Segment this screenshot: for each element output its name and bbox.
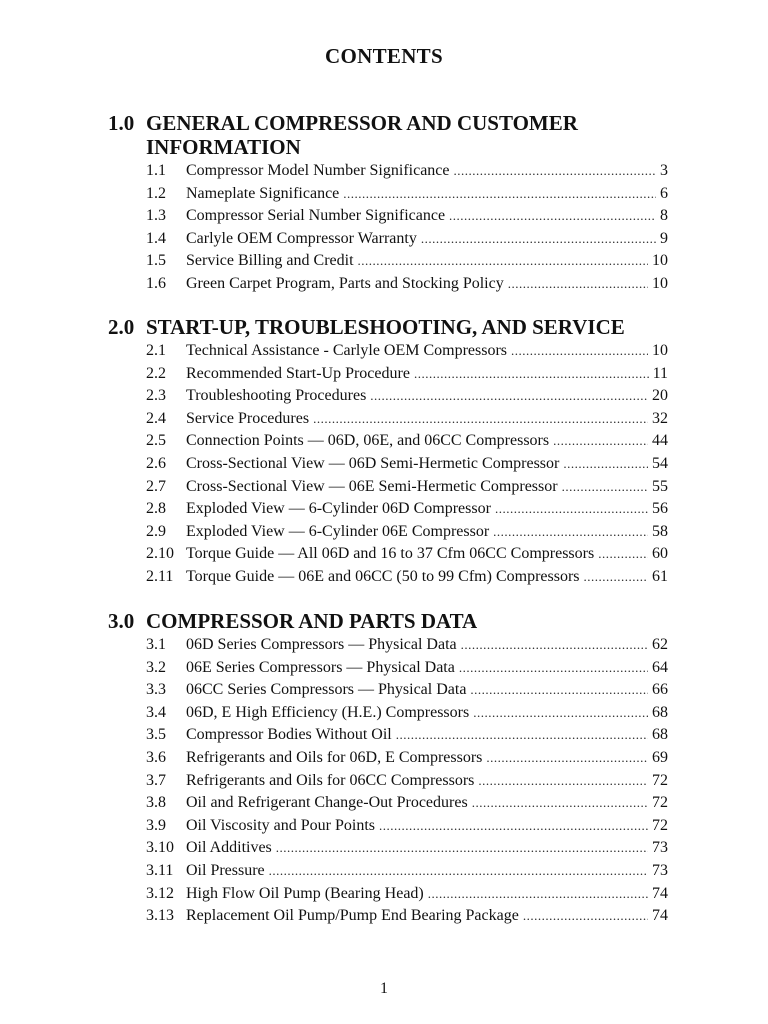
toc-entry-number: 1.5	[146, 252, 166, 270]
toc-entry[interactable]	[146, 747, 668, 770]
toc-entry-page: 60	[652, 545, 668, 563]
toc-entry-title: Cross-Sectional View — 06E Semi-Hermetic Compressor	[186, 476, 562, 499]
toc-entry-title: Oil Viscosity and Pour Points	[186, 815, 379, 838]
toc-entry-number: 3.6	[146, 748, 166, 766]
toc-entry[interactable]	[146, 430, 668, 453]
toc-entry-page: 74	[652, 884, 668, 902]
toc-entry[interactable]	[146, 883, 668, 906]
toc-entry-title: Replacement Oil Pump/Pump End Bearing Package	[186, 905, 523, 928]
toc-entry-number: 3.11	[146, 861, 174, 879]
section-3	[108, 609, 668, 928]
section-number: 2.0	[108, 315, 135, 339]
toc-entry-number: 3.5	[146, 726, 166, 744]
toc-entry-title: Service Billing and Credit	[186, 250, 358, 273]
dot-leader	[459, 657, 648, 680]
dot-leader	[370, 385, 648, 408]
toc-entry[interactable]	[146, 521, 668, 544]
dot-leader	[428, 883, 648, 906]
toc-entry-title: Troubleshooting Procedures	[186, 385, 370, 408]
toc-entry-title: High Flow Oil Pump (Bearing Head)	[186, 883, 428, 906]
toc-entry-page: 44	[652, 432, 668, 450]
toc-entry-page: 8	[660, 207, 668, 225]
dot-leader	[470, 679, 648, 702]
toc-entry-title: 06E Series Compressors — Physical Data	[186, 657, 459, 680]
toc-entry-title: Compressor Serial Number Significance	[186, 205, 449, 228]
toc-entry-title: Green Carpet Program, Parts and Stocking Policy	[186, 273, 508, 296]
toc-entry[interactable]	[146, 476, 668, 499]
dot-leader	[495, 498, 648, 521]
dot-leader	[449, 205, 656, 228]
section-title: START-UP, TROUBLESHOOTING, AND SERVICE	[146, 315, 625, 339]
toc-entry-page: 64	[652, 658, 668, 676]
toc-entry[interactable]	[146, 340, 668, 363]
section-title: COMPRESSOR AND PARTS DATA	[146, 609, 478, 633]
toc-entry-page: 11	[652, 364, 668, 382]
toc-entry-page: 3	[660, 162, 668, 179]
toc-entry-title: Oil Pressure	[186, 860, 269, 883]
toc-entry-number: 2.6	[146, 454, 166, 472]
toc-entry[interactable]	[146, 657, 668, 680]
toc-entry[interactable]	[146, 385, 668, 408]
section-heading	[108, 609, 668, 633]
dot-leader	[598, 543, 648, 566]
dot-leader	[313, 408, 648, 431]
toc-entry-page: 68	[652, 726, 668, 744]
dot-leader	[553, 430, 648, 453]
toc-entry-number: 2.7	[146, 477, 166, 495]
toc-entry-number: 2.11	[146, 567, 174, 585]
toc-entry-number: 3.7	[146, 771, 166, 789]
toc-entry[interactable]	[146, 543, 668, 566]
toc-entry-list	[146, 340, 668, 589]
toc-entry-number: 1.4	[146, 229, 166, 247]
toc-entry-title: Oil Additives	[186, 837, 276, 860]
toc-entry-list	[146, 160, 668, 296]
toc-entry[interactable]	[146, 205, 668, 228]
toc-entry[interactable]	[146, 408, 668, 431]
toc-entry[interactable]	[146, 679, 668, 702]
toc-entry-number: 3.1	[146, 636, 166, 653]
toc-entry[interactable]	[146, 160, 668, 183]
toc-entry[interactable]	[146, 634, 668, 657]
toc-entry[interactable]	[146, 453, 668, 476]
dot-leader	[523, 905, 648, 928]
section-heading	[108, 315, 668, 339]
toc-entry-title: Exploded View — 6-Cylinder 06D Compressor	[186, 498, 495, 521]
dot-leader	[562, 476, 648, 499]
toc-entry-page: 73	[652, 839, 668, 857]
toc-entry-page: 72	[652, 771, 668, 789]
toc-entry-number: 3.8	[146, 794, 166, 812]
toc-entry-page: 66	[652, 681, 668, 699]
toc-entry-title: 06D, E High Efficiency (H.E.) Compressors	[186, 702, 473, 725]
toc-entry-title: Cross-Sectional View — 06D Semi-Hermetic Compressor	[186, 453, 563, 476]
dot-leader	[563, 453, 648, 476]
toc-entry-page: 10	[652, 274, 668, 292]
toc-entry-number: 2.3	[146, 387, 166, 405]
toc-entry-number: 2.4	[146, 409, 166, 427]
dot-leader	[478, 770, 648, 793]
page-title: CONTENTS	[325, 44, 443, 68]
toc-entry-title: 06D Series Compressors — Physical Data	[186, 634, 461, 657]
toc-entry-number: 3.12	[146, 884, 174, 902]
toc-entry-number: 3.9	[146, 816, 166, 834]
dot-leader	[511, 340, 648, 363]
toc-entry[interactable]	[146, 273, 668, 296]
toc-entry-number: 3.4	[146, 703, 166, 721]
toc-entry[interactable]	[146, 815, 668, 838]
toc-entry-title: Oil and Refrigerant Change-Out Procedures	[186, 792, 472, 815]
dot-leader	[508, 273, 648, 296]
toc-entry[interactable]	[146, 228, 668, 251]
dot-leader	[454, 160, 657, 183]
toc-entry-number: 1.1	[146, 162, 166, 179]
toc-entry-title: Service Procedures	[186, 408, 313, 431]
toc-entry-number: 1.3	[146, 207, 166, 225]
dot-leader	[414, 363, 649, 386]
toc-entry[interactable]	[146, 770, 668, 793]
toc-entry[interactable]	[146, 498, 668, 521]
dot-leader	[276, 837, 648, 860]
toc-entry-list	[146, 634, 668, 928]
toc-entry-number: 3.10	[146, 839, 174, 857]
toc-entry-page: 72	[652, 794, 668, 812]
toc-entry-title: 06CC Series Compressors — Physical Data	[186, 679, 470, 702]
toc-entry-page: 20	[652, 387, 668, 405]
dot-leader	[493, 521, 648, 544]
toc-entry-page: 73	[652, 861, 668, 879]
toc-entry-title: Connection Points — 06D, 06E, and 06CC Compressors	[186, 430, 553, 453]
toc-entry-title: Torque Guide — 06E and 06CC (50 to 99 Cfm) Compressors	[186, 566, 584, 589]
dot-leader	[421, 228, 656, 251]
toc-entry[interactable]	[146, 905, 668, 928]
toc-entry[interactable]	[146, 724, 668, 747]
dot-leader	[486, 747, 648, 770]
toc-entry-page: 68	[652, 703, 668, 721]
toc-entry-title: Technical Assistance - Carlyle OEM Compressors	[186, 340, 511, 363]
dot-leader	[358, 250, 648, 273]
toc-entry-number: 2.5	[146, 432, 166, 450]
toc-entry-number: 3.2	[146, 658, 166, 676]
section-number: 1.0	[108, 111, 135, 135]
dot-leader	[379, 815, 648, 838]
toc-entry-number: 1.6	[146, 274, 166, 292]
toc-entry-page: 55	[652, 477, 668, 495]
dot-leader	[472, 792, 648, 815]
section-number: 3.0	[108, 609, 135, 633]
section-1	[108, 111, 668, 296]
dot-leader	[396, 724, 648, 747]
toc-entry-page: 54	[652, 454, 668, 472]
toc-entry-title: Refrigerants and Oils for 06D, E Compressors	[186, 747, 486, 770]
toc-entry-page: 10	[652, 342, 668, 359]
toc-entry-number: 3.13	[146, 907, 174, 925]
toc-entry[interactable]	[146, 792, 668, 815]
toc-entry[interactable]	[146, 363, 668, 386]
toc-entry[interactable]	[146, 250, 668, 273]
toc-entry[interactable]	[146, 860, 668, 883]
toc-entry[interactable]	[146, 702, 668, 725]
toc-entry-page: 72	[652, 816, 668, 834]
dot-leader	[473, 702, 648, 725]
toc-entry-title: Carlyle OEM Compressor Warranty	[186, 228, 421, 251]
toc-entry[interactable]	[146, 566, 668, 589]
toc-entry-page: 74	[652, 907, 668, 925]
toc-entry-title: Nameplate Significance	[186, 183, 343, 206]
toc-entry-page: 62	[652, 636, 668, 653]
toc-entry-title: Refrigerants and Oils for 06CC Compressors	[186, 770, 478, 793]
section-title: GENERAL COMPRESSOR AND CUSTOMER INFORMATION	[146, 111, 578, 159]
page-number: 1	[380, 980, 388, 997]
dot-leader	[461, 634, 648, 657]
toc-entry-page: 56	[652, 500, 668, 518]
toc-entry-title: Compressor Model Number Significance	[186, 160, 454, 183]
toc-entry-page: 9	[660, 229, 668, 247]
toc-entry-number: 2.2	[146, 364, 166, 382]
toc-entry-number: 2.8	[146, 500, 166, 518]
dot-leader	[343, 183, 656, 206]
toc-entry-title: Recommended Start-Up Procedure	[186, 363, 414, 386]
toc-entry-title: Exploded View — 6-Cylinder 06E Compressor	[186, 521, 493, 544]
toc-entry-page: 61	[652, 567, 668, 585]
toc-entry-number: 1.2	[146, 184, 166, 202]
section-2	[108, 315, 668, 589]
toc-entry-page: 32	[652, 409, 668, 427]
toc-entry-page: 58	[652, 522, 668, 540]
toc-entry-title: Compressor Bodies Without Oil	[186, 724, 396, 747]
dot-leader	[584, 566, 648, 589]
toc-entry-page: 10	[652, 252, 668, 270]
toc-entry-number: 2.9	[146, 522, 166, 540]
toc-entry-number: 3.3	[146, 681, 166, 699]
toc-entry[interactable]	[146, 183, 668, 206]
toc-entry-number: 2.10	[146, 545, 174, 563]
toc-entry-page: 6	[660, 184, 668, 202]
toc-entry[interactable]	[146, 837, 668, 860]
dot-leader	[269, 860, 648, 883]
toc-entry-title: Torque Guide — All 06D and 16 to 37 Cfm 06CC Compressors	[186, 543, 598, 566]
section-heading	[108, 111, 668, 159]
toc-entry-number: 2.1	[146, 342, 166, 359]
toc-entry-page: 69	[652, 748, 668, 766]
